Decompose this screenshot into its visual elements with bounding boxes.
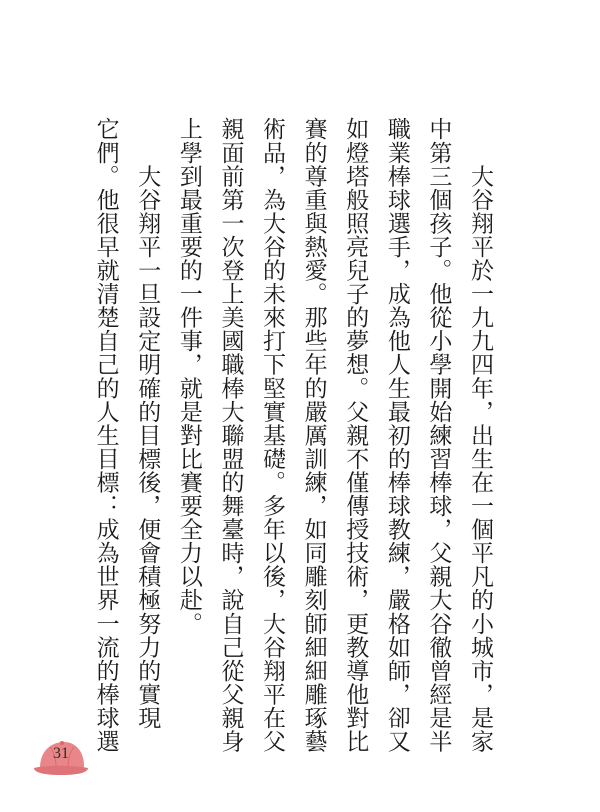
- text-column-6: 術品，為大谷的未來打下堅實基礎。多年以後，大谷翔平在父: [259, 117, 286, 753]
- text-column-10: 它們。他很早就清楚自己的人生目標：成為世界一流的棒球選: [92, 117, 119, 753]
- page-number: 31: [53, 745, 69, 762]
- vertical-text-body: [84, 117, 500, 753]
- text-column-4: 如燈塔般照亮兒子的夢想。父親不僅傳授技術，更教導他對比: [342, 117, 369, 753]
- text-column-5: 賽的尊重與熱愛。那些年的嚴厲訓練，如同雕刻師細細雕琢藝: [300, 117, 327, 753]
- text-column-2: 中第三個孩子。他從小學開始練習棒球，父親大谷徹曾經是半: [425, 117, 452, 753]
- text-column-8: 上學到最重要的一件事，就是對比賽要全力以赴。: [175, 117, 202, 636]
- text-column-9: 大谷翔平一旦設定明確的目標後，便會積極努力的實現: [134, 117, 161, 730]
- text-column-1: 大谷翔平於一九九四年，出生在一個平凡的小城市，是家: [467, 117, 493, 753]
- text-column-3: 職業棒球選手，成為他人生最初的棒球教練，嚴格如師，卻又: [383, 117, 410, 753]
- text-column-7: 親面前第一次登上美國職棒大聯盟的舞臺時，說自己從父親身: [217, 117, 244, 753]
